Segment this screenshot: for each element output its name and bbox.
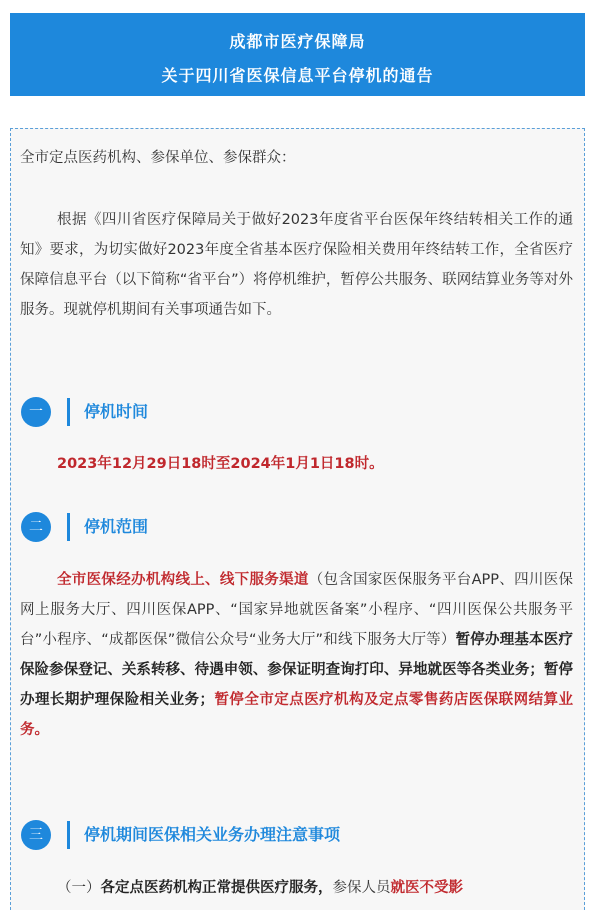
header-banner [10, 13, 585, 96]
section-title: 停机范围 [84, 517, 149, 536]
issuer-title: 成都市医疗保障局 [229, 32, 366, 51]
section-title: 停机时间 [84, 402, 149, 421]
greeting: 全市定点医药机构、参保单位、参保群众： [20, 150, 296, 166]
notes-item-mid: 参保人员 [332, 880, 391, 896]
scope-suspend-settlement: 暂停全市定点医疗机构及定点零售药店医保联网结算业务。 [20, 692, 573, 738]
notes-item-bold: 各定点医药机构正常提供医疗服务， [100, 880, 333, 896]
section-number: 三 [21, 820, 51, 850]
scope-suspend-basic: 暂停办理基本医疗保险参保登记、关系转移、待遇申领、参保证明查询打印、异地就医等各类业务；暂停办理长期护理保险相关业务； [20, 632, 574, 708]
heading-bar [67, 398, 70, 426]
scope-channels: 全市医保经办机构线上、线下服务渠道 [57, 572, 309, 588]
downtime-period: 2023年12月29日18时至2024年1月1日18时。 [57, 456, 384, 472]
section-number: 二 [21, 512, 51, 542]
scope-channels-detail: （包含国家医保服务平台APP、四川医保网上服务大厅、四川医保APP、“国家异地就医备案”小程序、“四川医保公共服务平台”小程序、“成都医保”微信公众号“业务大厅”和线下服务大厅等） [20, 572, 574, 648]
notes-item-red: 就医不受影 [390, 880, 463, 896]
section-heading-1 [21, 397, 561, 427]
intro-paragraph: 根据《四川省医疗保障局关于做好2023年度省平台医保年终结转相关工作的通知》要求，为切实做好2023年度全省基本医疗保险相关费用年终结转工作，全省医疗保障信息平台（以下简称“省平台”）将停机维护，暂停公共服务、联网结算业务等对外服务。现就停机期间有关事项通告如下。 [20, 212, 573, 318]
notice-title: 关于四川省医保信息平台停机的通告 [161, 66, 434, 85]
notes-item-number: （一） [57, 880, 101, 896]
scope-paragraph [20, 565, 573, 745]
section-title: 停机期间医保相关业务办理注意事项 [84, 825, 341, 844]
heading-bar [67, 821, 70, 849]
heading-bar [67, 513, 70, 541]
section-heading-2 [21, 512, 561, 542]
notes-item-1 [20, 873, 573, 903]
section-heading-3 [21, 820, 561, 850]
section-number: 一 [21, 397, 51, 427]
